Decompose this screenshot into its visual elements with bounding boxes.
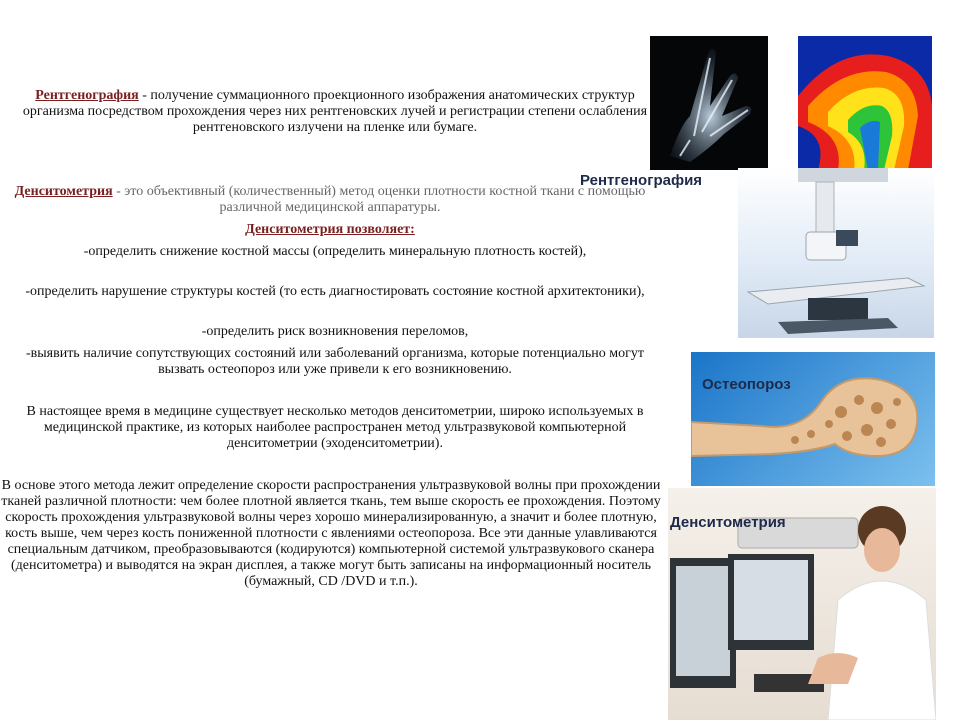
- radiography-definition: [0, 88, 660, 136]
- radiography-text: - получение суммационного проекционного изображения анатомических структур организма посредством прохождения через них рентгеновских лучей и регистрации степени ослабления рентгеновского излучени на пленке или бумаге.: [22, 88, 648, 135]
- label-radiography: Рентгенография: [580, 172, 703, 189]
- densitogram-color-image: [798, 36, 932, 170]
- para-method-basis: В основе этого метода лежит определение скорости распространения ультразвуковой волны при прохождении тканей различной плотности: чем более плотной является ткань, тем выше скорость ее прохождения. Поэтому скорость прохождения ультразвуковой волны через хорошо минерализированную, а значит и более плотную, кость выше, чем через кость пониженной плотности с явлениями остеопороза. Все эти данные улавливаются специальным датчиком, преобразовываются (кодируются) компьютерной системой ультразвукового сканера (денситометра) и выводятся на экран дисплея, а также могут быть записаны на информационный носитель (бумажный, CD /DVD и т.п.).: [1, 478, 661, 589]
- densitometry-term: Денситометрия: [14, 184, 113, 199]
- allows-item-4: -выявить наличие сопутствующих состояний или заболеваний организма, которые потенциально могут вызвать остеопороз или уже привели к его возникновению.: [25, 346, 645, 377]
- xray-hand-image: [650, 36, 768, 170]
- para-methods-now: В настоящее время в медицине существует несколько методов денситометрии, широко используемых в медицинской практике, из которых наиболее распространен метод ультразвуковой компьютерной денситометрии (эходенситометрии).: [26, 404, 644, 451]
- label-densitometry: Денситометрия: [670, 514, 786, 531]
- allows-item-1: -определить снижение костной массы (определить минеральную плотность костей),: [83, 244, 587, 259]
- densitometry-allows-heading: Денситометрия позволяет:: [245, 222, 415, 237]
- allows-item-3: -определить риск возникновения переломов,: [201, 324, 469, 339]
- densitometry-allows-heading-wrap: [10, 222, 650, 238]
- label-osteoporosis: Остеопороз: [702, 376, 791, 393]
- allows-item-2: -определить нарушение структуры костей (то есть диагностировать состояние костной архитектоники),: [25, 284, 645, 299]
- osteoporosis-bone-image: [691, 352, 935, 486]
- xray-machine-image: [738, 168, 934, 338]
- densitometry-text: - это объективный (количественный) метод оценки плотности костной ткани с помощью различной медицинской аппаратуры.: [112, 184, 646, 215]
- radiography-term: Рентгенография: [35, 88, 139, 103]
- densitometry-definition: [10, 184, 650, 216]
